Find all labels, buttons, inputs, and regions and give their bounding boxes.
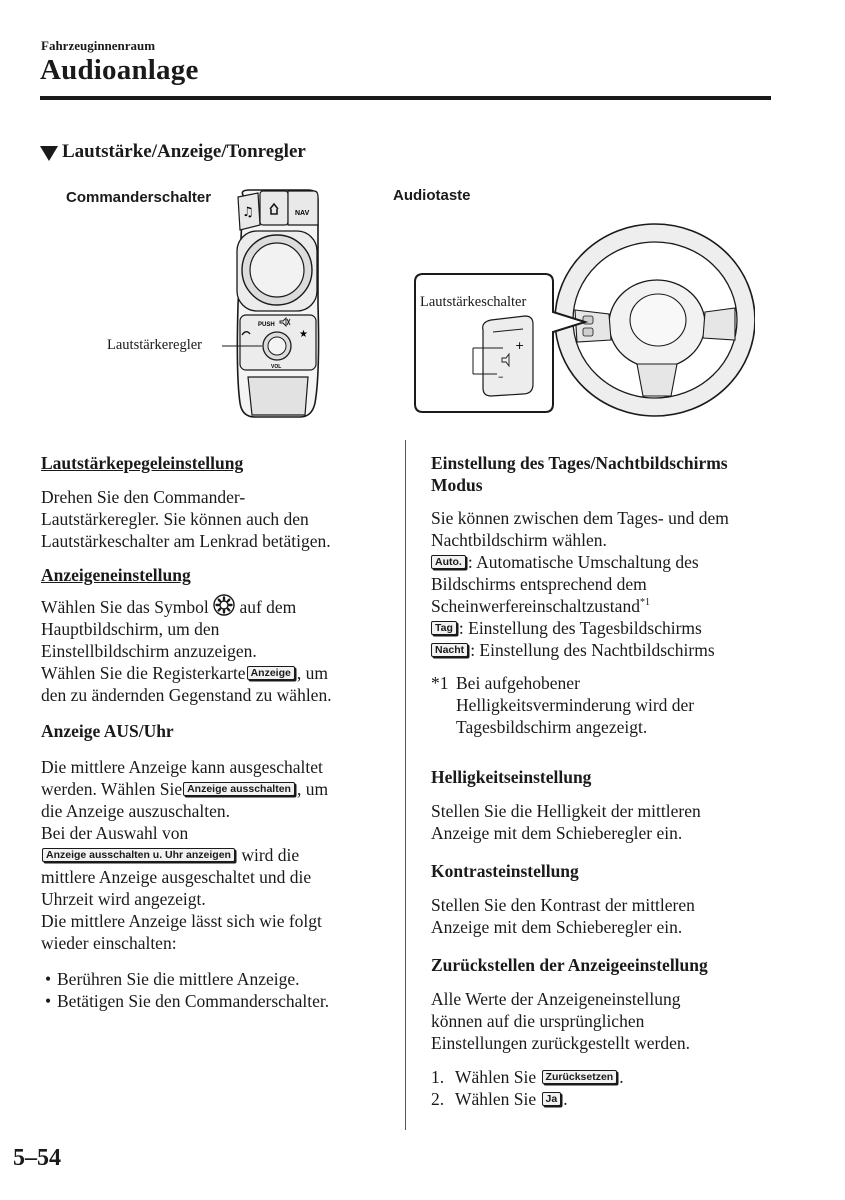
- list-item: [431, 1066, 776, 1088]
- day-mode-button[interactable]: Tag: [431, 621, 457, 635]
- list-item: [431, 1088, 776, 1110]
- text-line: Nachtbildschirm wählen.: [431, 530, 607, 550]
- list-item: • Berühren Sie die mittlere Anzeige.: [41, 968, 391, 990]
- text-segment: auf dem: [239, 597, 297, 617]
- reactivate-display-list: [41, 968, 391, 1012]
- music-note-icon: ♫: [242, 205, 254, 220]
- page-number: 5–54: [13, 1145, 61, 1171]
- text-segment: Scheinwerfereinschaltzustand: [431, 596, 640, 616]
- page-title: Audioanlage: [40, 54, 199, 86]
- text-line: Bei aufgehobener: [456, 673, 580, 693]
- commander-switch-illustration: [90, 185, 330, 435]
- text-line: Tagesbildschirm angezeigt.: [456, 717, 648, 737]
- text-segment: : Einstellung des Nachtbildschirms: [470, 640, 715, 660]
- display-off-show-clock-button[interactable]: Anzeige ausschalten u. Uhr anzeigen: [42, 848, 235, 862]
- text-segment: Wählen Sie: [455, 1067, 537, 1087]
- text-line: Die mittlere Anzeige lässt sich wie folgt: [41, 911, 322, 931]
- commander-switch-label: Commanderschalter: [66, 189, 212, 206]
- home-button: [260, 191, 288, 225]
- text-segment: wird die: [241, 845, 300, 865]
- steering-wheel-illustration: [405, 212, 755, 417]
- text-line: Lautstärkeschalter am Lenkrad betätigen.: [41, 531, 331, 551]
- favorite-star-icon: ★: [299, 329, 308, 340]
- text-line: Hauptbildschirm, um den: [41, 619, 220, 639]
- footnote-ref: *1: [639, 597, 650, 608]
- text-segment: , um: [296, 663, 328, 683]
- display-settings-paragraph: [41, 594, 391, 706]
- volume-switch-callout: Lautstärkeschalter: [420, 294, 527, 310]
- airbag-cover: [630, 294, 686, 346]
- text-segment: : Einstellung des Tagesbildschirms: [458, 618, 702, 638]
- text-line: mittlere Anzeige ausgeschaltet und die: [41, 867, 312, 887]
- text-line: Modus: [431, 475, 483, 495]
- right-spoke: [703, 308, 735, 340]
- reset-paragraph: [431, 988, 776, 1054]
- section-title-text: Lautstärke/Anzeige/Tonregler: [62, 141, 306, 162]
- header-rule: [40, 96, 771, 100]
- text-line: die Anzeige auszuschalten.: [41, 801, 231, 821]
- text-line: Alle Werte der Anzeigeneinstellung: [431, 989, 681, 1009]
- yes-button[interactable]: Ja: [542, 1092, 562, 1106]
- display-off-paragraph: [41, 756, 391, 954]
- text-line: Einstellbildschirm anzuzeigen.: [41, 641, 257, 661]
- text-segment: : Automatische Umschaltung des: [467, 552, 699, 572]
- text-line: Anzeige mit dem Schieberegler ein.: [431, 917, 683, 937]
- step-number: 1.: [431, 1067, 445, 1087]
- heading-reset-display: Zurückstellen der Anzeigeeinstellung: [431, 955, 708, 975]
- text-line: Stellen Sie die Helligkeit der mittleren: [431, 801, 701, 821]
- commander-base: [248, 377, 308, 415]
- volume-level-paragraph: [41, 486, 391, 552]
- spoke-button-2: [583, 328, 593, 336]
- text-line: wieder einschalten:: [41, 933, 177, 953]
- text-segment: .: [563, 1089, 568, 1109]
- list-item: • Betätigen Sie den Commanderschalter.: [41, 990, 391, 1012]
- text-segment: Wählen Sie: [455, 1089, 537, 1109]
- brightness-paragraph: [431, 800, 776, 844]
- text-line: Einstellungen zurückgestellt werden.: [431, 1033, 691, 1053]
- text-line: Bei der Auswahl von: [41, 823, 189, 843]
- heading-contrast: Kontrasteinstellung: [431, 861, 579, 881]
- reset-steps: [431, 1066, 776, 1110]
- volume-knob-top: [268, 337, 286, 355]
- audio-button-label: Audiotaste: [393, 187, 471, 204]
- text-segment: .: [619, 1067, 624, 1087]
- text-line: Stellen Sie den Kontrast der mittleren: [431, 895, 695, 915]
- vol-label: VOL: [271, 364, 282, 370]
- text-line: Bildschirms entsprechend dem: [431, 574, 647, 594]
- heading-display-settings: Anzeigeneinstellung: [41, 565, 191, 585]
- heading-day-night-mode: [431, 452, 776, 496]
- left-spoke: [575, 310, 611, 342]
- auto-mode-button[interactable]: Auto.: [431, 555, 466, 569]
- text-line: den zu ändernden Gegenstand zu wählen.: [41, 685, 332, 705]
- text-line: Anzeige mit dem Schieberegler ein.: [431, 823, 683, 843]
- chapter-kicker: Fahrzeuginnenraum: [41, 38, 156, 53]
- volume-up-plus-icon: +: [515, 339, 525, 352]
- nav-button: [288, 191, 318, 225]
- section-title: [40, 141, 306, 163]
- right-column: [431, 452, 776, 1110]
- footnote-mark: *1: [431, 673, 449, 693]
- display-off-button[interactable]: Anzeige ausschalten: [183, 782, 295, 796]
- heading-brightness: Helligkeitseinstellung: [431, 767, 592, 787]
- push-label: PUSH: [258, 322, 275, 328]
- step-number: 2.: [431, 1089, 445, 1109]
- text-line: Helligkeitsverminderung wird der: [456, 695, 695, 715]
- footnote: [431, 672, 776, 738]
- text-line: Sie können zwischen dem Tages- und dem: [431, 508, 729, 528]
- reset-button[interactable]: Zurücksetzen: [542, 1070, 618, 1084]
- tab-anzeige-button[interactable]: Anzeige: [247, 666, 295, 680]
- text-line: Einstellung des Tages/Nachtbildschirms: [431, 453, 728, 473]
- text-segment: , um: [296, 779, 329, 799]
- lower-spoke: [637, 364, 677, 396]
- contrast-paragraph: [431, 894, 776, 938]
- left-column: [41, 452, 391, 1012]
- volume-down-minus-icon: –: [498, 370, 504, 383]
- text-line: Uhrzeit wird angezeigt.: [41, 889, 206, 909]
- text-line: Lautstärkeregler. Sie können auch den: [41, 509, 309, 529]
- triangle-marker-icon: [40, 146, 58, 161]
- settings-gear-icon: [213, 594, 235, 616]
- commander-dial-top: [250, 243, 304, 297]
- night-mode-button[interactable]: Nacht: [431, 643, 468, 657]
- nav-text: NAV: [295, 210, 310, 217]
- column-divider: [405, 440, 406, 1130]
- text-segment: Wählen Sie das Symbol: [41, 597, 209, 617]
- day-night-paragraph: [431, 507, 776, 661]
- text-segment: werden. Wählen Sie: [41, 779, 183, 799]
- text-segment: Wählen Sie die Registerkarte: [41, 663, 246, 683]
- text-line: Drehen Sie den Commander-: [41, 487, 246, 507]
- heading-display-off-clock: Anzeige AUS/Uhr: [41, 721, 174, 741]
- heading-volume-level: Lautstärkepegeleinstellung: [41, 453, 244, 473]
- text-line: können auf die ursprünglichen: [431, 1011, 645, 1031]
- volume-knob-callout: Lautstärkeregler: [107, 337, 203, 353]
- text-line: Die mittlere Anzeige kann ausgeschaltet: [41, 757, 323, 777]
